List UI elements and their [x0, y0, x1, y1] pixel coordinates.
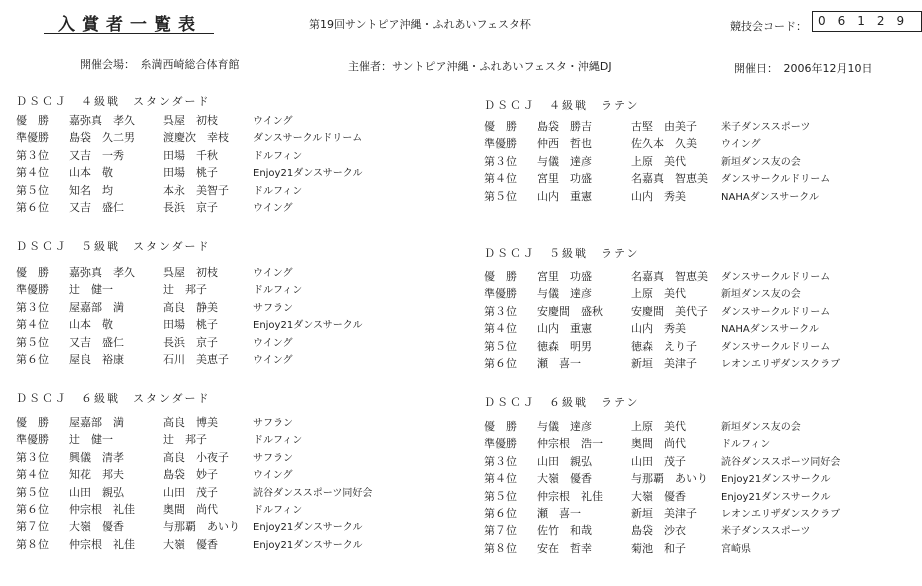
leader-name: 島袋 勝吉	[537, 120, 592, 133]
competition-code-label: 競技会コード：	[730, 20, 807, 33]
partner-name: 辻 邦子	[163, 283, 207, 297]
section-title: ＤＳＣＪ ４級戦 ラテン	[484, 99, 640, 112]
placement: 準優勝	[484, 437, 517, 451]
placement: 第６位	[16, 352, 49, 366]
club-name: ダンスサークルドリーム	[721, 341, 831, 353]
club-name: ウイング	[721, 139, 761, 151]
venue: 開催会場： 糸満西崎総合体育館	[80, 58, 240, 71]
placement: 準優勝	[484, 287, 517, 301]
club-name: ドルフィン	[721, 439, 771, 451]
club-name: ウイング	[253, 116, 293, 127]
partner-name: 奥間 尚代	[631, 437, 686, 451]
leader-name: 山内 重憲	[537, 322, 592, 336]
leader-name: 山田 親弘	[537, 454, 592, 468]
partner-name: 上原 美代	[631, 420, 686, 433]
placement: 第８位	[484, 541, 517, 555]
placement: 優 勝	[16, 416, 49, 429]
partner-name: 辻 邦子	[163, 433, 207, 447]
partner-name: 高良 博美	[163, 416, 218, 429]
leader-name: 仲西 哲也	[537, 137, 592, 151]
partner-name: 佐久本 久美	[631, 137, 697, 151]
partner-name: 島袋 沙衣	[631, 524, 686, 538]
leader-name: 山内 重憲	[537, 189, 592, 203]
placement: 第３位	[484, 154, 517, 168]
placement: 第７位	[16, 520, 49, 534]
club-name: 米子ダンススポーツ	[721, 122, 811, 133]
leader-name: 瀬 喜一	[537, 506, 581, 520]
event-date: 開催日： 2006年12月10日	[734, 62, 873, 75]
placement: 第５位	[16, 183, 49, 197]
club-name: ウイング	[253, 268, 293, 279]
section-title: ＤＳＣＪ ４級戦 スタンダード	[16, 95, 211, 108]
club-name: ドルフィン	[253, 285, 303, 297]
section-title: ＤＳＣＪ ６級戦 スタンダード	[16, 392, 211, 405]
leader-name: 宮里 功盛	[537, 270, 592, 283]
partner-name: 新垣 美津子	[631, 356, 697, 370]
leader-name: 知名 均	[69, 183, 113, 197]
partner-name: 高良 小夜子	[163, 450, 229, 464]
placement: 第５位	[484, 489, 517, 503]
organizer: 主催者：サントピア沖縄・ふれあいフェスタ・沖縄DJ	[348, 60, 612, 73]
partner-name: 名嘉真 智恵美	[631, 172, 708, 186]
club-name: ダンスサークルドリーム	[721, 174, 831, 186]
leader-name: 与儀 達彦	[537, 154, 592, 168]
partner-name: 与那覇 あいり	[163, 520, 240, 534]
placement: 第６位	[16, 200, 49, 214]
placement: 第７位	[484, 524, 517, 538]
partner-name: 山内 秀美	[631, 322, 686, 336]
placement: 第３位	[484, 304, 517, 318]
partner-name: 菊池 和子	[631, 541, 686, 555]
event-name: 第19回サントピア沖縄・ふれあいフェスタ杯	[309, 18, 531, 31]
club-name: サフラン	[253, 452, 293, 464]
partner-name: 上原 美代	[631, 287, 686, 301]
section-title: ＤＳＣＪ ６級戦 ラテン	[484, 396, 640, 409]
placement: 優 勝	[484, 270, 517, 283]
placement: 第６位	[484, 506, 517, 520]
club-name: Enjoy21ダンスサークル	[253, 539, 363, 551]
partner-name: 与那覇 あいり	[631, 472, 708, 486]
leader-name: 山田 親弘	[69, 485, 124, 499]
club-name: NAHAダンスサークル	[721, 324, 819, 336]
leader-name: 嘉弥真 孝久	[69, 114, 135, 127]
club-name: ウイング	[253, 470, 293, 482]
placement: 第３位	[484, 454, 517, 468]
club-name: Enjoy21ダンスサークル	[253, 168, 363, 180]
leader-name: 屋良 裕康	[69, 352, 124, 366]
leader-name: 島袋 久二男	[69, 131, 135, 145]
leader-name: 与儀 達彦	[537, 287, 592, 301]
leader-name: 山本 敬	[69, 166, 113, 180]
leader-name: 又吉 盛仁	[69, 200, 124, 214]
section-title: ＤＳＣＪ ５級戦 スタンダード	[16, 240, 211, 253]
club-name: Enjoy21ダンスサークル	[721, 491, 831, 503]
club-name: 新垣ダンス友の会	[721, 422, 801, 433]
club-name: ウイング	[253, 202, 293, 214]
club-name: レオンエリザダンスクラブ	[721, 508, 841, 520]
club-name: ドルフィン	[253, 435, 303, 447]
club-name: 米子ダンススポーツ	[721, 526, 811, 538]
leader-name: 知花 邦夫	[69, 468, 124, 482]
placement: 第４位	[16, 468, 49, 482]
leader-name: 仲宗根 浩一	[537, 437, 603, 451]
leader-name: 仲宗根 礼佳	[69, 537, 135, 551]
placement: 第４位	[16, 318, 49, 332]
club-name: 新垣ダンス友の会	[721, 289, 801, 301]
leader-name: 仲宗根 礼佳	[69, 502, 135, 516]
partner-name: 名嘉真 智恵美	[631, 270, 708, 283]
club-name: ドルフィン	[253, 504, 303, 516]
club-name: 読谷ダンススポーツ同好会	[721, 456, 841, 468]
partner-name: 呉屋 初枝	[163, 114, 218, 127]
partner-name: 上原 美代	[631, 154, 686, 168]
placement: 第３位	[16, 450, 49, 464]
club-name: ウイング	[253, 337, 293, 349]
placement: 準優勝	[16, 131, 49, 145]
placement: 第４位	[484, 172, 517, 186]
partner-name: 山田 茂子	[631, 454, 686, 468]
partner-name: 長浜 京子	[163, 335, 218, 349]
club-name: レオンエリザダンスクラブ	[721, 358, 841, 370]
club-name: ダンスサークルドリーム	[253, 133, 363, 145]
partner-name: 奥間 尚代	[163, 502, 218, 516]
partner-name: 大嶺 優香	[163, 537, 218, 551]
leader-name: 又吉 一秀	[69, 148, 124, 162]
competition-code: 06129	[812, 11, 922, 32]
partner-name: 山田 茂子	[163, 485, 218, 499]
club-name: ドルフィン	[253, 185, 303, 197]
placement: 第５位	[484, 339, 517, 353]
placement: 準優勝	[16, 283, 49, 297]
placement: 準優勝	[484, 137, 517, 151]
partner-name: 田場 桃子	[163, 166, 218, 180]
partner-name: 大嶺 優香	[631, 489, 686, 503]
leader-name: 山本 敬	[69, 318, 113, 332]
placement: 第５位	[16, 485, 49, 499]
club-name: 宮崎県	[721, 543, 751, 555]
leader-name: 屋嘉部 満	[69, 300, 124, 314]
club-name: NAHAダンスサークル	[721, 191, 819, 203]
leader-name: 嘉弥真 孝久	[69, 266, 135, 279]
partner-name: 田場 千秋	[163, 148, 218, 162]
club-name: ドルフィン	[253, 150, 303, 162]
leader-name: 屋嘉部 満	[69, 416, 124, 429]
leader-name: 又吉 盛仁	[69, 335, 124, 349]
club-name: 読谷ダンススポーツ同好会	[253, 487, 373, 499]
partner-name: 古堅 由美子	[631, 120, 697, 133]
partner-name: 山内 秀美	[631, 189, 686, 203]
leader-name: 辻 健一	[69, 283, 113, 297]
section-title: ＤＳＣＪ ５級戦 ラテン	[484, 247, 640, 260]
leader-name: 興儀 清孝	[69, 450, 124, 464]
placement: 第５位	[484, 189, 517, 203]
placement: 第３位	[16, 300, 49, 314]
club-name: サフラン	[253, 302, 293, 314]
leader-name: 宮里 功盛	[537, 172, 592, 186]
placement: 第６位	[16, 502, 49, 516]
placement: 第４位	[484, 472, 517, 486]
placement: 準優勝	[16, 433, 49, 447]
leader-name: 徳森 明男	[537, 339, 592, 353]
club-name: ダンスサークルドリーム	[721, 306, 831, 318]
club-name: ダンスサークルドリーム	[721, 272, 831, 283]
club-name: 新垣ダンス友の会	[721, 156, 801, 168]
leader-name: 安在 哲幸	[537, 541, 592, 555]
placement: 第４位	[16, 166, 49, 180]
placement: 優 勝	[16, 266, 49, 279]
partner-name: 島袋 妙子	[163, 468, 218, 482]
partner-name: 田場 桃子	[163, 318, 218, 332]
leader-name: 大嶺 優香	[537, 472, 592, 486]
club-name: Enjoy21ダンスサークル	[253, 522, 363, 534]
partner-name: 新垣 美津子	[631, 506, 697, 520]
partner-name: 高良 静美	[163, 300, 218, 314]
placement: 第４位	[484, 322, 517, 336]
placement: 第６位	[484, 356, 517, 370]
leader-name: 仲宗根 礼佳	[537, 489, 603, 503]
placement: 優 勝	[484, 420, 517, 433]
club-name: Enjoy21ダンスサークル	[721, 474, 831, 486]
placement: 優 勝	[16, 114, 49, 127]
partner-name: 本永 美智子	[163, 183, 229, 197]
partner-name: 安慶間 美代子	[631, 304, 708, 318]
placement: 第５位	[16, 335, 49, 349]
leader-name: 安慶間 盛秋	[537, 304, 603, 318]
leader-name: 瀬 喜一	[537, 356, 581, 370]
partner-name: 渡慶次 幸枝	[163, 131, 229, 145]
title-underline	[44, 33, 214, 34]
placement: 第３位	[16, 148, 49, 162]
partner-name: 石川 美恵子	[163, 352, 229, 366]
leader-name: 佐竹 和哉	[537, 524, 592, 538]
leader-name: 辻 健一	[69, 433, 113, 447]
club-name: Enjoy21ダンスサークル	[253, 320, 363, 332]
placement: 優 勝	[484, 120, 517, 133]
leader-name: 与儀 達彦	[537, 420, 592, 433]
partner-name: 呉屋 初枝	[163, 266, 218, 279]
partner-name: 長浜 京子	[163, 200, 218, 214]
partner-name: 徳森 えり子	[631, 339, 697, 353]
club-name: ウイング	[253, 354, 293, 366]
club-name: サフラン	[253, 418, 293, 429]
leader-name: 大嶺 優香	[69, 520, 124, 534]
placement: 第８位	[16, 537, 49, 551]
page-title: 入賞者一覧表	[58, 15, 202, 35]
